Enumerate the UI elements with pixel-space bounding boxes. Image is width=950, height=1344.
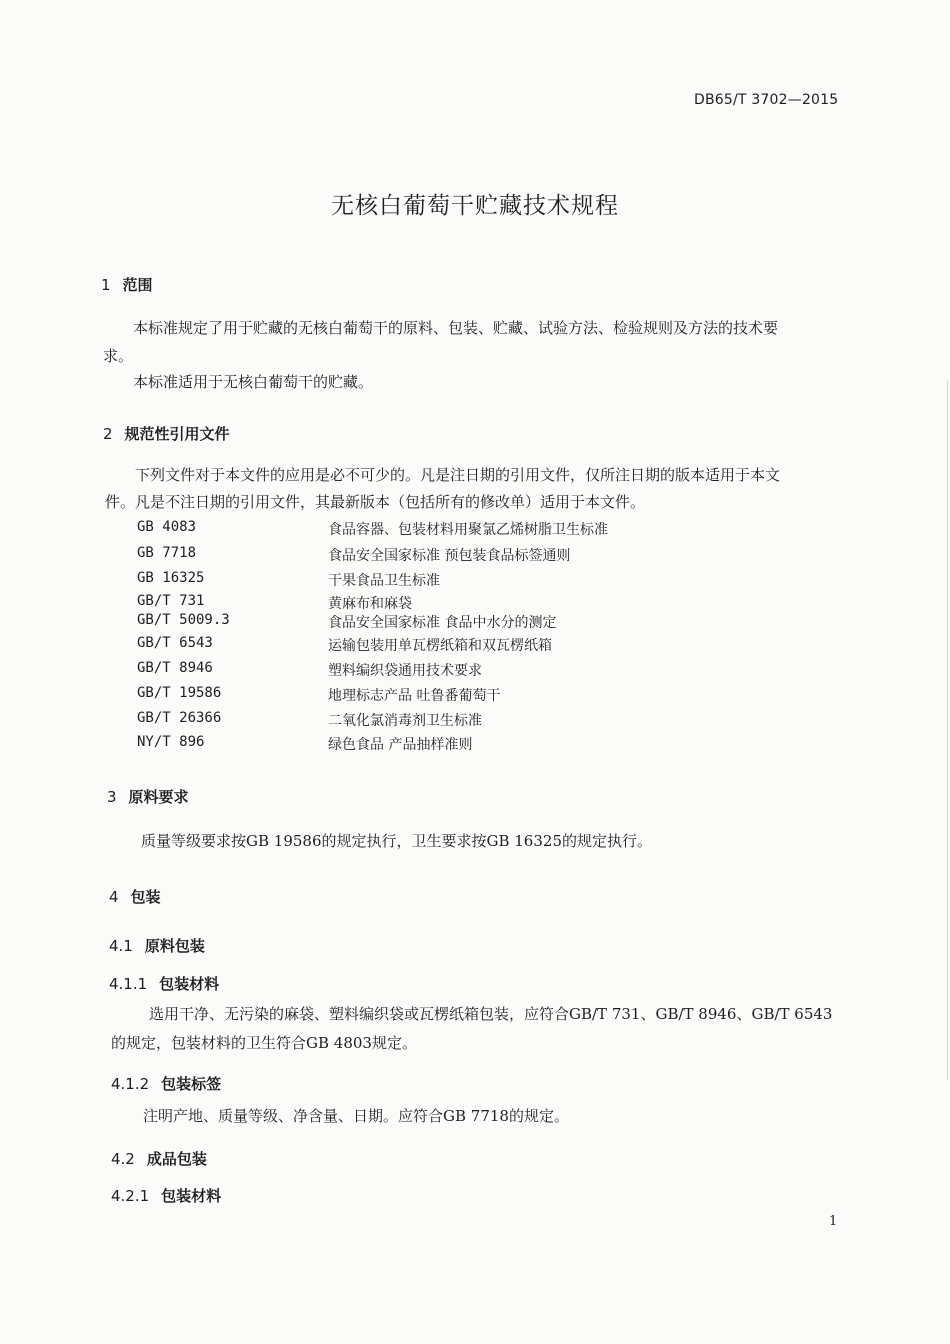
subsection-4-2-1-heading: [111, 1185, 221, 1206]
reference-title: 食品容器、包装材料用聚氯乙烯树脂卫生标准: [328, 522, 608, 538]
page-number: 1: [829, 1214, 838, 1229]
reference-title: 食品安全国家标准 食品中水分的测定: [328, 615, 557, 631]
paragraph: 下列文件对于本文件的应用是必不可少的。凡是注日期的引用文件，仅所注日期的版本适用于本文: [135, 466, 781, 484]
section-number: 4.1: [109, 937, 133, 955]
paragraph: 件。凡是不注日期的引用文件，其最新版本（包括所有的修改单）适用于本文件。: [105, 493, 646, 511]
section-number: 1: [101, 276, 111, 294]
reference-code: GB/T 19586: [137, 685, 222, 701]
section-3-heading: [107, 786, 189, 807]
section-number: 4.1.2: [111, 1075, 150, 1093]
subsection-4-1-heading: [109, 935, 205, 956]
section-title: 包装标签: [161, 1075, 222, 1093]
document-title: 无核白葡萄干贮藏技术规程: [331, 193, 619, 219]
section-title: 成品包装: [146, 1150, 207, 1168]
paragraph: 本标准适用于无核白葡萄干的贮藏。: [133, 373, 374, 391]
section-title: 包装材料: [161, 1187, 222, 1205]
section-2-heading: [103, 423, 230, 444]
section-title: 规范性引用文件: [124, 425, 230, 443]
paragraph: 选用干净、无污染的麻袋、塑料编织袋或瓦楞纸箱包装，应符合GB/T 731、GB/T 8946、GB/T 6543: [149, 1005, 833, 1023]
reference-code: GB/T 731: [137, 593, 205, 609]
scan-edge-line: [947, 380, 948, 1080]
section-title: 包装材料: [159, 975, 220, 993]
paragraph: 本标准规定了用于贮藏的无核白葡萄干的原料、包装、贮藏、试验方法、检验规则及方法的技术要: [133, 319, 779, 337]
section-number: 4.1.1: [109, 975, 148, 993]
reference-code: GB 7718: [137, 545, 197, 561]
section-number: 2: [103, 425, 113, 443]
paragraph: 的规定，包装材料的卫生符合GB 4803规定。: [111, 1034, 417, 1052]
reference-code: GB/T 6543: [137, 635, 213, 651]
reference-title: 二氧化氯消毒剂卫生标准: [328, 713, 482, 729]
reference-title: 运输包装用单瓦楞纸箱和双瓦楞纸箱: [328, 638, 552, 654]
reference-title: 塑料编织袋通用技术要求: [328, 663, 482, 679]
section-1-heading: [101, 274, 153, 295]
section-title: 原料要求: [128, 788, 189, 806]
paragraph: 求。: [103, 347, 134, 365]
section-number: 4.2.1: [111, 1187, 150, 1205]
reference-code: NY/T 896: [137, 734, 205, 750]
section-number: 4.2: [111, 1150, 135, 1168]
reference-title: 地理标志产品 吐鲁番葡萄干: [328, 688, 501, 704]
reference-code: GB/T 5009.3: [137, 612, 230, 628]
subsection-4-1-1-heading: [109, 973, 219, 994]
reference-code: GB/T 26366: [137, 710, 222, 726]
reference-title: 黄麻布和麻袋: [328, 596, 412, 612]
section-title: 范围: [122, 276, 153, 294]
section-number: 3: [107, 788, 117, 806]
paragraph: 质量等级要求按GB 19586的规定执行，卫生要求按GB 16325的规定执行。: [141, 832, 652, 850]
reference-code: GB/T 8946: [137, 660, 213, 676]
subsection-4-1-2-heading: [111, 1073, 221, 1094]
reference-title: 绿色食品 产品抽样准则: [328, 737, 473, 753]
standard-code: DB65/T 3702—2015: [694, 92, 839, 108]
reference-title: 干果食品卫生标准: [328, 573, 440, 589]
paragraph: 注明产地、质量等级、净含量、日期。应符合GB 7718的规定。: [143, 1107, 569, 1125]
subsection-4-2-heading: [111, 1148, 207, 1169]
section-number: 4: [109, 888, 119, 906]
reference-code: GB 4083: [137, 519, 197, 535]
section-title: 原料包装: [144, 937, 205, 955]
reference-title: 食品安全国家标准 预包装食品标签通则: [328, 548, 571, 564]
section-title: 包装: [130, 888, 161, 906]
reference-code: GB 16325: [137, 570, 205, 586]
section-4-heading: [109, 886, 161, 907]
